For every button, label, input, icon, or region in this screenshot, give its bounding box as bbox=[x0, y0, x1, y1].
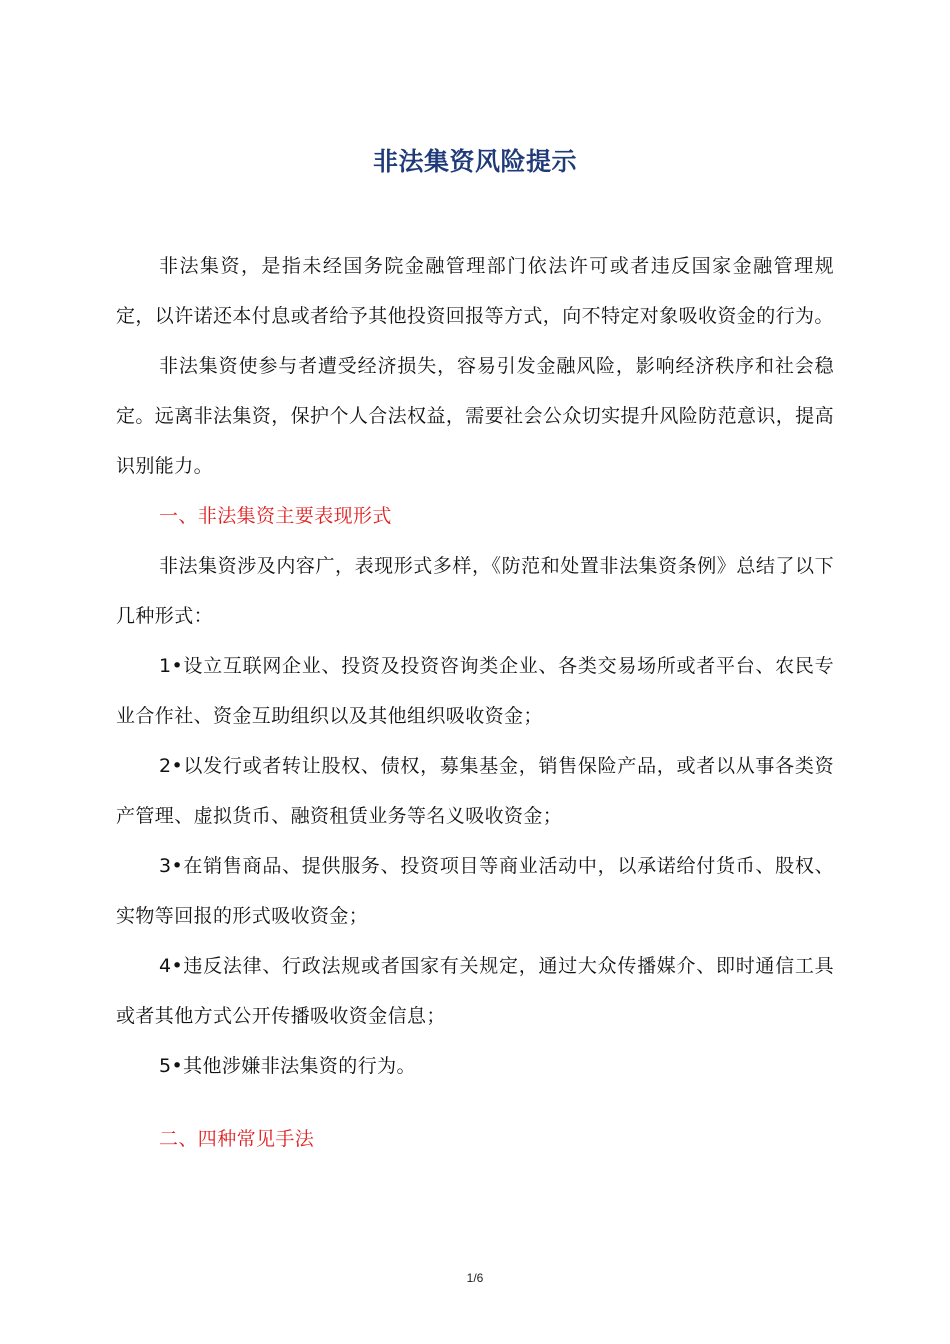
document-body bbox=[116, 241, 834, 1164]
section-intro: 非法集资涉及内容广，表现形式多样，《防范和处置非法集资条例》总结了以下几种形式： bbox=[116, 555, 834, 627]
list-item: 2•以发行或者转让股权、债权，募集基金，销售保险产品，或者以从事各类资产管理、虚拟货币、融资租赁业务等名义吸收资金； bbox=[116, 755, 834, 827]
section-heading-forms: 一、非法集资主要表现形式 bbox=[159, 505, 392, 527]
paragraph-definition: 非法集资，是指未经国务院金融管理部门依法许可或者违反国家金融管理规定，以许诺还本付息或者给予其他投资回报等方式，向不特定对象吸收资金的行为。 bbox=[116, 255, 834, 327]
list-item: 5•其他涉嫌非法集资的行为。 bbox=[159, 1055, 416, 1077]
list-item: 3•在销售商品、提供服务、投资项目等商业活动中，以承诺给付货币、股权、实物等回报的形式吸收资金； bbox=[116, 855, 834, 927]
section-heading-methods: 二、四种常见手法 bbox=[159, 1128, 315, 1150]
list-item: 1•设立互联网企业、投资及投资咨询类企业、各类交易场所或者平台、农民专业合作社、资金互助组织以及其他组织吸收资金； bbox=[116, 655, 834, 727]
page-number: 1/6 bbox=[466, 1271, 484, 1285]
list-item: 4•违反法律、行政法规或者国家有关规定，通过大众传播媒介、即时通信工具或者其他方式公开传播吸收资金信息； bbox=[116, 955, 834, 1027]
paragraph-risk: 非法集资使参与者遭受经济损失，容易引发金融风险，影响经济秩序和社会稳定。远离非法集资，保护个人合法权益，需要社会公众切实提升风险防范意识，提高识别能力。 bbox=[116, 355, 834, 477]
document-title: 非法集资风险提示 bbox=[372, 147, 577, 176]
